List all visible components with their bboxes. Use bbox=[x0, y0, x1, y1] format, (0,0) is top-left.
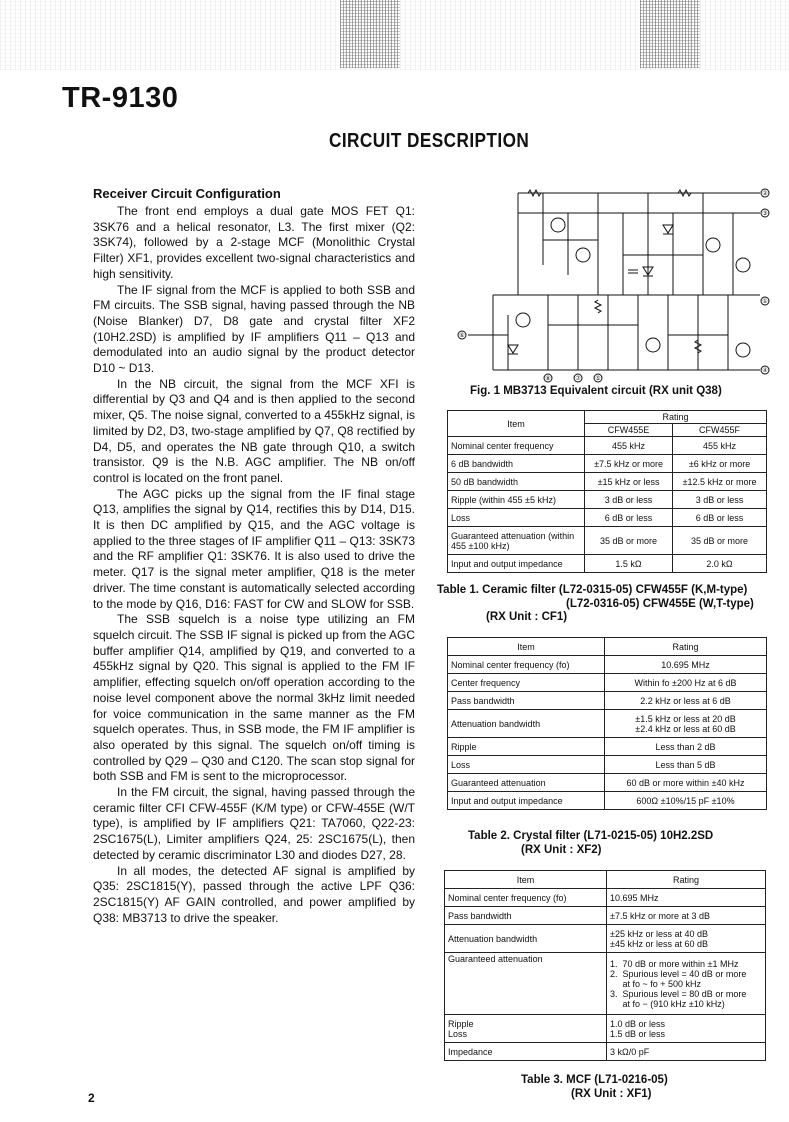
table-row bbox=[445, 1043, 766, 1061]
table-caption: Table 3. MCF (L71-0216-05) bbox=[521, 1074, 668, 1086]
paragraph: The SSB squelch is a noise type utilizing an FM squelch circuit. The SSB IF signal is picked up from the AGC buffer amplifier Q14, amplified by Q19, and converted to a 455kHz signal by Q20. This signal is applied to the FM IF amplifier, effecting squelch on/off operation according to the noise level component above the normal 3kHz limit needed for voice communication in the same manner as the FM squelch operates. Thus, in SSB mode, the FM IF amplifier is also operated by this signal. The squelch on/off timing is controlled by Q29 – Q30 and C120. The scan stop signal for both SSB and FM is sent to the microprocessor. bbox=[93, 612, 415, 784]
pin-label: ⑦ bbox=[575, 375, 581, 382]
paragraph: In all modes, the detected AF signal is amplified by Q35: 2SC1815(Y), passed through the active LPF Q36: 2SC1815(Y) AF GAIN controlled, and power amplified by Q38: MB3713 to drive the speaker. bbox=[93, 863, 415, 925]
table-caption: Table 2. Crystal filter (L71-0215-05) 10H2.2SD bbox=[468, 830, 714, 842]
pin-label: ④ bbox=[762, 367, 768, 374]
scan-noise-dark bbox=[340, 0, 400, 68]
page-number: 2 bbox=[88, 1091, 95, 1105]
table-cell: Guaranteed attenuation (within 455 ±100 kHz) bbox=[448, 527, 585, 555]
mcf-table bbox=[444, 870, 766, 1061]
table-cell: 35 dB or more bbox=[585, 527, 673, 555]
figure-caption: Fig. 1 MB3713 Equivalent circuit (RX unit Q38) bbox=[470, 385, 722, 397]
table-row bbox=[448, 555, 767, 573]
table-cell: ±6 kHz or more bbox=[673, 455, 767, 473]
model-number: TR-9130 bbox=[62, 82, 179, 114]
table-cell: 455 kHz bbox=[585, 437, 673, 455]
crystal-filter-table bbox=[447, 637, 767, 810]
table-caption: Table 1. Ceramic filter (L72-0315-05) CFW455F (K,M-type) bbox=[437, 584, 748, 596]
table-cell: 2.0 kΩ bbox=[673, 555, 767, 573]
table-header: Item bbox=[448, 411, 585, 437]
table-row bbox=[448, 792, 767, 810]
table-cell: Nominal center frequency (fo) bbox=[448, 656, 605, 674]
table-header: Item bbox=[445, 871, 607, 889]
table-cell: 10.695 MHz bbox=[607, 889, 766, 907]
table-header: CFW455F bbox=[673, 424, 767, 437]
receiver-section bbox=[93, 186, 415, 926]
table-cell: Pass bandwidth bbox=[445, 907, 607, 925]
table-cell: Nominal center frequency bbox=[448, 437, 585, 455]
table-cell: ±25 kHz or less at 40 dB ±45 kHz or less at 60 dB bbox=[607, 925, 766, 953]
table-row bbox=[448, 455, 767, 473]
paragraph: In the NB circuit, the signal from the MCF XFI is differential by Q3 and Q4 and is then applied to the second mixer, Q5. The noise signal, converted to a 455kHz signal, is limited by D2, D3, two-stage amplified by Q7, Q8 rectified by D4, D5, and operates the NB gate through Q10, a switch transistor. Q9 is the N.B. AGC amplifier. The NB on/off control is located on the front panel. bbox=[93, 376, 415, 485]
table-row bbox=[445, 907, 766, 925]
table-cell: 6 dB or less bbox=[673, 509, 767, 527]
paragraph: The IF signal from the MCF is applied to both SSB and FM circuits. The SSB signal, having passed through the NB (Noise Blanker) D7, D8 gate and crystal filter XF2 (10H2.2SD) is amplified by IF amplifiers Q11 – Q13 and demodulated into an audio signal by the product detector D10 ~ D13. bbox=[93, 282, 415, 376]
pin-label: ③ bbox=[762, 210, 768, 217]
table-cell: Guaranteed attenuation bbox=[448, 774, 605, 792]
paragraph: In the FM circuit, the signal, having passed through the ceramic filter CFI CFW-455F (K/M type) or CFW-455E (W/T type), is amplified by IF amplifiers Q21: TA7060, Q22-23: 2SC1675(L), Limiter amplifiers Q24, 25: 2SC1675(L), then detected by ceramic discriminator L30 and diodes D27, 28. bbox=[93, 785, 415, 862]
table-cell: 35 dB or more bbox=[673, 527, 767, 555]
table-cell: Ripple Loss bbox=[445, 1015, 607, 1043]
table-row bbox=[448, 473, 767, 491]
table-row bbox=[448, 674, 767, 692]
table-cell: Ripple bbox=[448, 738, 605, 756]
table-header: Rating bbox=[585, 411, 767, 424]
table-cell: Center frequency bbox=[448, 674, 605, 692]
pin-label: ⑧ bbox=[545, 375, 551, 382]
table-header: Rating bbox=[607, 871, 766, 889]
table-cell: 455 kHz bbox=[673, 437, 767, 455]
table-row bbox=[448, 527, 767, 555]
pin-label: ⑥ bbox=[459, 332, 465, 339]
table-header: CFW455E bbox=[585, 424, 673, 437]
table-row bbox=[448, 710, 767, 738]
table-cell: Guaranteed attenuation bbox=[445, 953, 607, 1015]
table-cell: Less than 2 dB bbox=[605, 738, 767, 756]
table-cell: 600Ω ±10%/15 pF ±10% bbox=[605, 792, 767, 810]
table-cell: Nominal center frequency (fo) bbox=[445, 889, 607, 907]
table-cell: ±1.5 kHz or less at 20 dB ±2.4 kHz or less at 60 dB bbox=[605, 710, 767, 738]
table-cell: ±15 kHz or less bbox=[585, 473, 673, 491]
page-title: CIRCUIT DESCRIPTION bbox=[329, 130, 530, 152]
table-cell: 1.0 dB or less 1.5 dB or less bbox=[607, 1015, 766, 1043]
table-row bbox=[448, 756, 767, 774]
pin-label: ⑤ bbox=[595, 375, 601, 382]
table-caption: (RX Unit : XF1) bbox=[571, 1088, 652, 1100]
table-row bbox=[448, 738, 767, 756]
table-row bbox=[448, 509, 767, 527]
table-caption: (RX Unit : XF2) bbox=[521, 844, 602, 856]
table-cell: Input and output impedance bbox=[448, 792, 605, 810]
table-cell: 6 dB bandwidth bbox=[448, 455, 585, 473]
table-row bbox=[445, 953, 766, 1015]
table-cell: Impedance bbox=[445, 1043, 607, 1061]
table-cell: Loss bbox=[448, 509, 585, 527]
table-row bbox=[445, 889, 766, 907]
table-caption: (L72-0316-05) CFW455E (W,T-type) bbox=[566, 598, 754, 610]
table-cell: 1.5 kΩ bbox=[585, 555, 673, 573]
table-cell: 1. 70 dB or more within ±1 MHz 2. Spurious level = 40 dB or more at fo ~ fo + 500 kHz 3. Spurious level = 80 dB or more at fo − (910 kHz ±10 kHz) bbox=[607, 953, 766, 1015]
table-cell: Attenuation bandwidth bbox=[448, 710, 605, 738]
table-cell: 10.695 MHz bbox=[605, 656, 767, 674]
table-row bbox=[448, 656, 767, 674]
table-cell: 50 dB bandwidth bbox=[448, 473, 585, 491]
equivalent-circuit-diagram bbox=[448, 185, 773, 385]
table-cell: 60 dB or more within ±40 kHz bbox=[605, 774, 767, 792]
table-row bbox=[448, 774, 767, 792]
table-cell: 2.2 kHz or less at 6 dB bbox=[605, 692, 767, 710]
ceramic-filter-table bbox=[447, 410, 767, 573]
table-cell: Input and output impedance bbox=[448, 555, 585, 573]
table-cell: ±12.5 kHz or more bbox=[673, 473, 767, 491]
table-cell: 3 dB or less bbox=[585, 491, 673, 509]
table-cell: Loss bbox=[448, 756, 605, 774]
table-cell: ±7.5 kHz or more bbox=[585, 455, 673, 473]
table-row bbox=[448, 437, 767, 455]
table-header: Rating bbox=[605, 638, 767, 656]
section-heading: Receiver Circuit Configuration bbox=[93, 186, 281, 201]
table-cell: Less than 5 dB bbox=[605, 756, 767, 774]
scan-noise-dark bbox=[640, 0, 700, 68]
table-row bbox=[448, 692, 767, 710]
table-caption: (RX Unit : CF1) bbox=[486, 611, 568, 623]
table-cell: 6 dB or less bbox=[585, 509, 673, 527]
table-cell: 3 kΩ/0 pF bbox=[607, 1043, 766, 1061]
table-cell: Attenuation bandwidth bbox=[445, 925, 607, 953]
table-cell: Pass bandwidth bbox=[448, 692, 605, 710]
table-cell: ±7.5 kHz or more at 3 dB bbox=[607, 907, 766, 925]
table-row bbox=[445, 925, 766, 953]
pin-label: ② bbox=[762, 190, 768, 197]
table-cell: 3 dB or less bbox=[673, 491, 767, 509]
paragraph: The AGC picks up the signal from the IF final stage Q13, amplifies the signal by Q14, rectifies this by D14, D15. It is then DC amplified by Q15, and the AGC voltage is applied to the three stages of IF amplifier Q11 – Q13: 3SK73 and the RF amplifier Q1: 3SK76. It is also used to drive the meter. Q17 is the signal meter amplifier, Q18 is the meter driver. The time constant is automatically selected according to the mode by Q16, D16: FAST for CW and SLOW for SSB. bbox=[93, 486, 415, 611]
table-cell: Within fo ±200 Hz at 6 dB bbox=[605, 674, 767, 692]
pin-label: ① bbox=[762, 298, 768, 305]
table-header: Item bbox=[448, 638, 605, 656]
table-row bbox=[445, 1015, 766, 1043]
table-cell: Ripple (within 455 ±5 kHz) bbox=[448, 491, 585, 509]
paragraph: The front end employs a dual gate MOS FET Q1: 3SK76 and a helical resonator, L3. The first mixer (Q2: 3SK74), followed by a 2-stage MCF (Monolithic Crystal Filter) XF1, provides excellent two-signal characteristics and high sensitivity. bbox=[93, 204, 415, 281]
table-row bbox=[448, 491, 767, 509]
